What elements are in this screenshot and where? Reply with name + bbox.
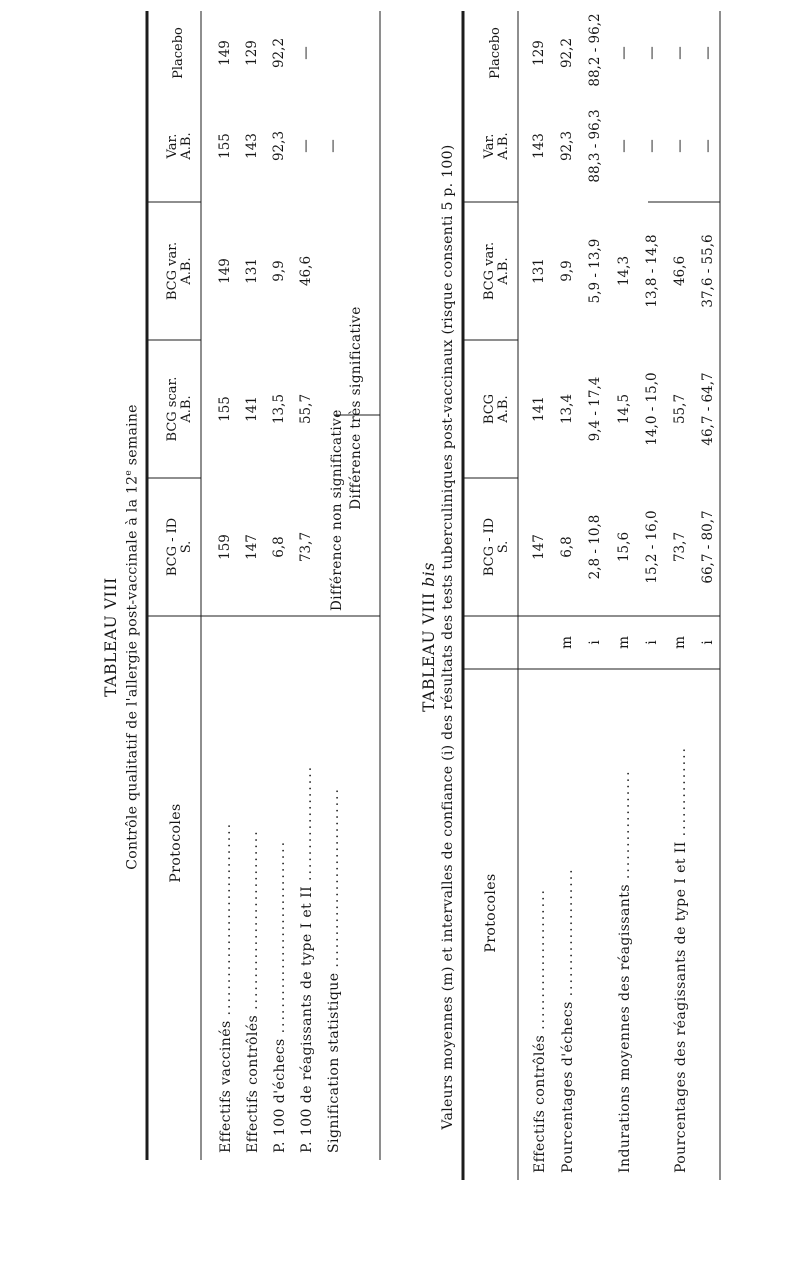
table-cell: 147 — [531, 534, 547, 560]
table-cell: 13,8 - 14,8 — [644, 234, 660, 308]
table8-col-4-line1: Var. — [165, 133, 180, 159]
table8-row-label — [219, 618, 233, 1153]
table-cell: 9,9 — [559, 260, 575, 282]
table8bis-col-4-line1: Var. — [482, 133, 497, 159]
dot-leader: .................... — [560, 867, 576, 997]
table-cell: 6,8 — [271, 536, 287, 558]
dot-leader: .............. — [673, 746, 689, 837]
table-cell: 46,6 — [298, 255, 314, 287]
table-cell: 159 — [217, 534, 233, 560]
dot-leader: ................. — [617, 769, 633, 880]
table-cell: 92,3 — [559, 130, 575, 162]
table8-subtitle-superscript: e — [124, 469, 134, 476]
table8bis-row-label — [533, 673, 547, 1173]
table8-subtitle-end: semaine — [124, 404, 141, 470]
table-cell: 155 — [217, 133, 233, 159]
table-cell: — — [700, 46, 716, 60]
table8-col-3-line2: A.B. — [178, 257, 194, 285]
table8-row-label — [246, 618, 260, 1153]
table-cell: 143 — [531, 133, 547, 159]
table-cell: 92,2 — [559, 37, 575, 69]
dot-leader: ............................ — [245, 829, 261, 1010]
table-cell: — — [298, 139, 314, 153]
table-cell: 92,3 — [271, 130, 287, 162]
table8bis-subtitle: Valeurs moyennes (m) et intervalles de confiance (i) des résultats des tests tuberculiniques post-vaccinaux (risque consenti 5 p. 100) — [440, 144, 456, 1130]
table-cell: 66,7 - 80,7 — [700, 510, 716, 584]
table8-col-bcg-var — [166, 208, 193, 334]
table-cell: 147 — [244, 534, 260, 560]
table8bis-col-2-line2: A.B. — [495, 395, 511, 423]
table-cell: 55,7 — [672, 393, 688, 425]
table8-row-label — [327, 618, 341, 1153]
table8bis-title-italic: bis — [420, 562, 438, 587]
table-cell: 131 — [531, 258, 547, 284]
table8-row-label-text: Signification statistique — [326, 972, 342, 1153]
table8-significance-1: Différence non significative — [329, 409, 345, 611]
dot-leader: .................. — [299, 764, 315, 881]
table8-row-label-text: P. 100 de réagissants de type I et II — [299, 885, 315, 1153]
table-cell: — — [325, 139, 341, 153]
table8bis-title — [422, 337, 438, 937]
table8bis-title-main: TABLEAU VIII — [420, 592, 438, 712]
table8-col-4-line2: A.B. — [178, 132, 194, 160]
table-cell: 129 — [244, 40, 260, 66]
table-cell: 149 — [217, 40, 233, 66]
table8-row-label — [273, 618, 287, 1153]
stat-code: i — [700, 640, 716, 645]
table8-row-label-text: Effectifs vaccinés — [218, 1020, 234, 1153]
table-cell: 141 — [531, 396, 547, 422]
table-cell: 155 — [217, 396, 233, 422]
table-cell: — — [644, 139, 660, 153]
table8bis-row-label — [674, 673, 688, 1173]
table8bis-row-label — [561, 673, 575, 1173]
stat-code: m — [559, 636, 575, 649]
table8bis-col-3-line1: BCG var. — [482, 241, 497, 301]
table-cell: 73,7 — [672, 531, 688, 563]
table-cell: — — [616, 46, 632, 60]
table-cell: 88,2 - 96,2 — [587, 13, 603, 87]
table8-title: TABLEAU VIII — [102, 577, 120, 697]
table-cell: 14,5 — [616, 393, 632, 425]
table8-row-label — [300, 618, 314, 1153]
table-cell: 5,9 - 13,9 — [587, 238, 603, 304]
table-cell: — — [616, 139, 632, 153]
table-cell: 14,3 — [616, 255, 632, 287]
dot-leader: .............................. — [218, 821, 234, 1016]
table-cell: 13,5 — [271, 393, 287, 425]
table8bis-col-1-line2: S. — [495, 540, 511, 554]
table-cell: 15,2 - 16,0 — [644, 510, 660, 584]
table-cell: 2,8 - 10,8 — [587, 514, 603, 580]
table8-significance-2: Différence très significative — [348, 306, 364, 510]
table8-col-bcg-id-s — [166, 484, 193, 610]
table8bis-col-var — [483, 96, 510, 196]
table8-row-label-text: P. 100 d'échecs — [272, 1038, 288, 1153]
table-cell: — — [644, 46, 660, 60]
table-cell: — — [672, 46, 688, 60]
table8bis-row-label-text: Pourcentages des réagissants de type I et II — [673, 841, 689, 1173]
table8-col-placebo: Placebo — [171, 27, 186, 79]
table8bis-col-bcg-id-s — [483, 484, 510, 610]
table8bis-col-protocoles: Protocoles — [483, 873, 499, 953]
table-cell: 13,4 — [559, 393, 575, 425]
table8bis-col-4-line2: A.B. — [495, 132, 511, 160]
table8bis-col-3-line2: A.B. — [495, 257, 511, 285]
table-cell: — — [672, 139, 688, 153]
table8-col-2-line2: A.B. — [178, 395, 194, 423]
table8-col-1-line2: S. — [178, 540, 194, 554]
table-cell: 129 — [531, 40, 547, 66]
table-cell: 46,7 - 64,7 — [700, 372, 716, 446]
table8-row-label-text: Effectifs contrôlés — [245, 1014, 261, 1153]
table8bis-row-label-text: Pourcentages d'échecs — [560, 1001, 576, 1173]
stat-code: i — [644, 640, 660, 645]
table8bis-col-bcg-var — [483, 208, 510, 334]
table8-col-3-line1: BCG var. — [165, 241, 180, 301]
table-cell: — — [700, 139, 716, 153]
table-cell: 88,3 - 96,3 — [587, 109, 603, 183]
table8bis-row-label-text: Indurations moyennes des réagissants — [617, 884, 633, 1173]
table-cell: — — [298, 46, 314, 60]
table8-col-2-line1: BCG scar. — [165, 376, 180, 442]
dot-leader: ...................... — [532, 888, 548, 1030]
table-cell: 6,8 — [559, 536, 575, 558]
stat-code: m — [616, 636, 632, 649]
table-cell: 14,0 - 15,0 — [644, 372, 660, 446]
table8-col-var — [166, 96, 193, 196]
table8bis-col-placebo: Placebo — [488, 27, 503, 79]
table8-col-1-line1: BCG - ID — [165, 517, 180, 577]
table-cell: 149 — [217, 258, 233, 284]
table-cell: 141 — [244, 396, 260, 422]
table8bis-col-bcg — [483, 346, 510, 472]
table8bis-row-label — [618, 673, 632, 1173]
table8bis-col-1-line1: BCG - ID — [482, 517, 497, 577]
table-cell: 92,2 — [271, 37, 287, 69]
table-cell: 73,7 — [298, 531, 314, 563]
table8-subtitle-text: Contrôle qualitatif de l'allergie post-vaccinale à la 12 — [124, 475, 141, 870]
table-cell: 37,6 - 55,6 — [700, 234, 716, 308]
table-cell: 55,7 — [298, 393, 314, 425]
table8bis-row-label-text: Effectifs contrôlés — [532, 1034, 548, 1173]
table-cell: 46,6 — [672, 255, 688, 287]
table-cell: 15,6 — [616, 531, 632, 563]
table-cell: 9,9 — [271, 260, 287, 282]
stat-code: i — [587, 640, 603, 645]
stat-code: m — [672, 636, 688, 649]
table-cell: 131 — [244, 258, 260, 284]
table8-col-bcg-scar — [166, 346, 193, 472]
dot-leader: ............................ — [326, 787, 342, 968]
table-cell: 143 — [244, 133, 260, 159]
table-cell: 9,4 - 17,4 — [587, 376, 603, 442]
table8bis-col-2-line1: BCG — [482, 393, 497, 425]
dot-leader: .............................. — [272, 839, 288, 1034]
table8-col-protocoles: Protocoles — [168, 803, 184, 883]
table8-subtitle — [125, 237, 140, 1037]
